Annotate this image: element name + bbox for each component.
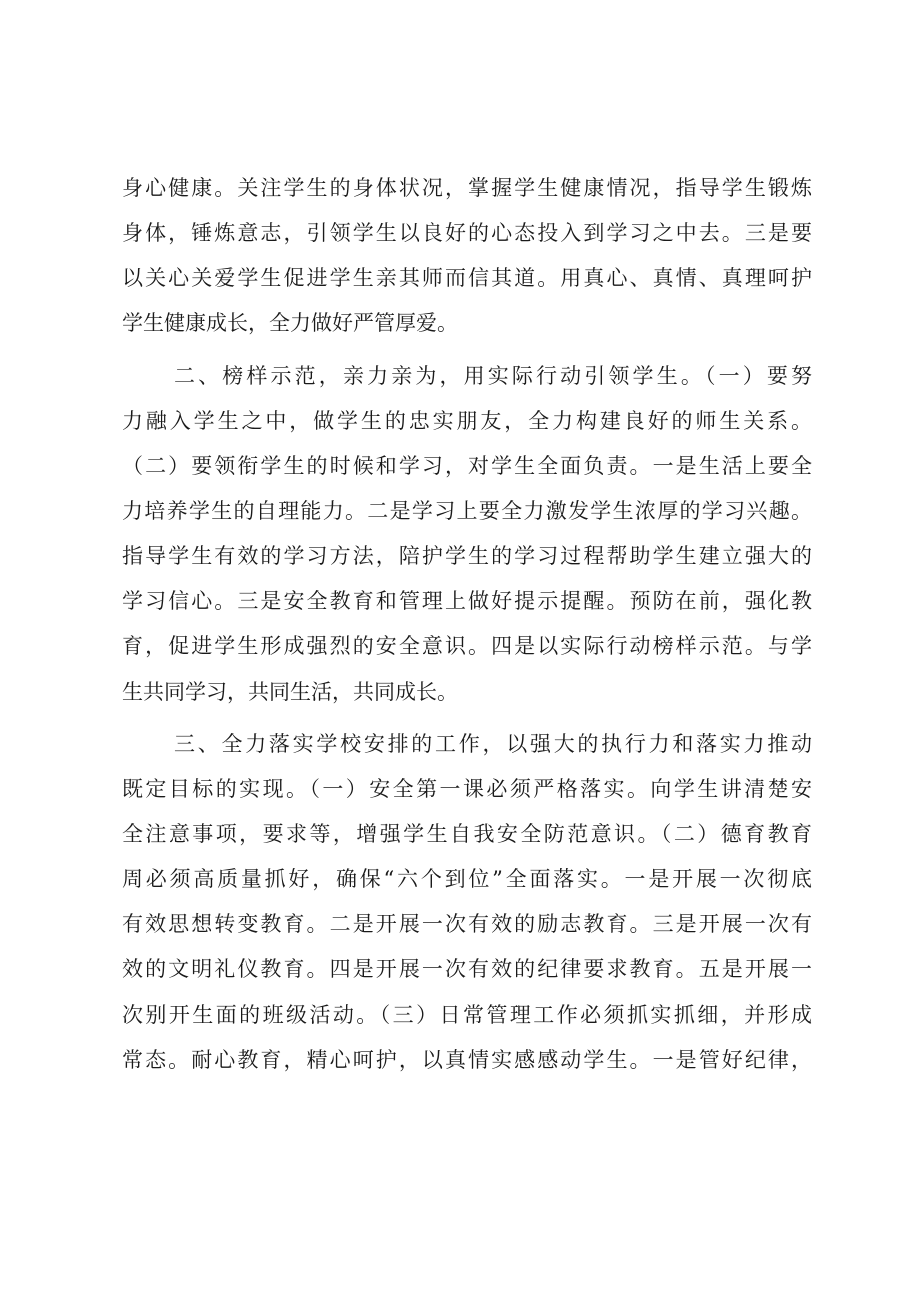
text-line: 身体，锤炼意志，引领学生以良好的心态投入到学习之中去。三是要: [122, 221, 812, 246]
text-line: 学生健康成长，全力做好严管厚爱。: [122, 311, 458, 336]
text-line: （二）要领衔学生的时候和学习，对学生全面负责。一是生活上要全: [122, 453, 812, 478]
text-line: 全注意事项，要求等，增强学生自我安全防范意识。（二）德育教育: [122, 821, 812, 846]
text-line: 三、全力落实学校安排的工作，以强大的执行力和落实力推动: [174, 731, 812, 756]
text-line: 育，促进学生形成强烈的安全意识。四是以实际行动榜样示范。与学: [122, 634, 812, 659]
text-line: 力融入学生之中，做学生的忠实朋友，全力构建良好的师生关系。: [122, 408, 812, 433]
text-line: 身心健康。关注学生的身体状况，掌握学生健康情况，指导学生锻炼: [122, 176, 812, 200]
text-line: 指导学生有效的学习方法，陪护学生的学习过程帮助学生建立强大的: [122, 544, 812, 569]
text-line: 有效思想转变教育。二是开展一次有效的励志教育。三是开展一次有: [122, 912, 812, 937]
text-line: 学习信心。三是安全教育和管理上做好提示提醒。预防在前，强化教: [122, 589, 812, 614]
text-line: 力培养学生的自理能力。二是学习上要全力激发学生浓厚的学习兴趣。: [122, 498, 812, 523]
text-line: 以关心关爱学生促进学生亲其师而信其道。用真心、真情、真理呵护: [122, 266, 812, 291]
paragraph: [122, 722, 812, 1083]
paragraph: [122, 354, 812, 715]
text-line: 周必须高质量抓好，确保“六个到位”全面落实。一是开展一次彻底: [122, 867, 812, 892]
paragraph: [122, 166, 812, 347]
text-line: 次别开生面的班级活动。（三）日常管理工作必须抓实抓细，并形成: [122, 1002, 812, 1027]
text-line: 生共同学习，共同生活，共同成长。: [122, 679, 458, 704]
document-body: [122, 166, 812, 1083]
text-line: 既定目标的实现。（一）安全第一课必须严格落实。向学生讲清楚安: [122, 776, 812, 801]
text-line: 二、榜样示范，亲力亲为，用实际行动引领学生。（一）要努: [174, 363, 812, 388]
text-line: 常态。耐心教育，精心呵护，以真情实感感动学生。一是管好纪律，: [122, 1047, 812, 1072]
text-line: 效的文明礼仪教育。四是开展一次有效的纪律要求教育。五是开展一: [122, 957, 812, 982]
